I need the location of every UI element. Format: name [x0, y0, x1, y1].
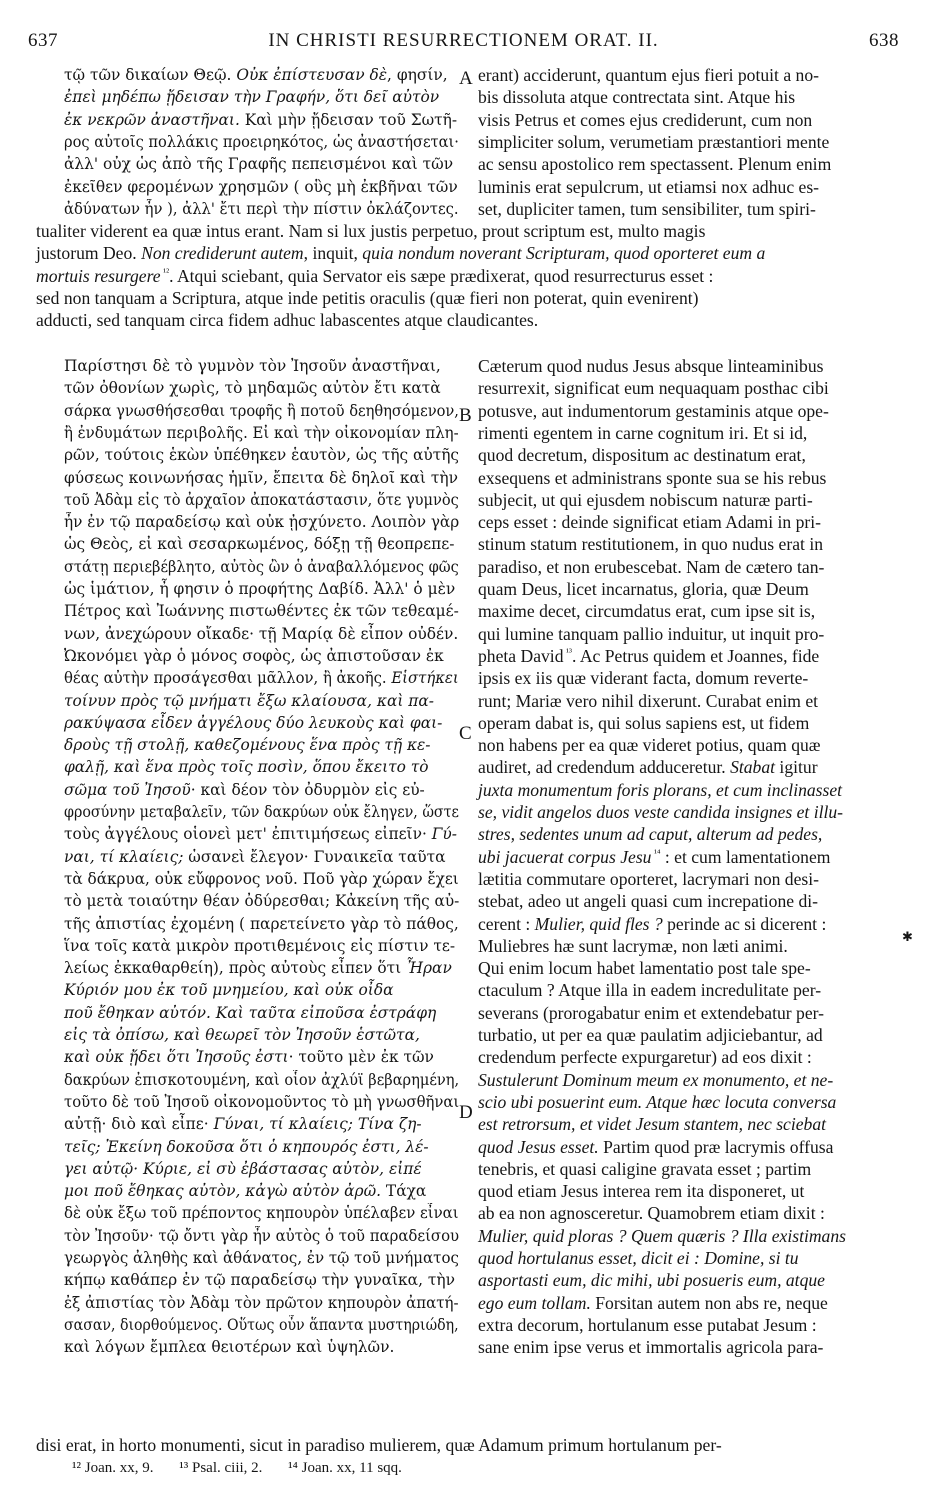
latin-text-line: quod etiam Jesus interea rem ita disponeret, ut: [478, 1181, 805, 1202]
page-number-right: 638: [869, 30, 899, 51]
greek-text-line: γει αὐτῷ· Κύριε, εἰ σὺ ἐβάστασας αὐτὸν, εἰπέ: [64, 1159, 422, 1178]
latin-text-line: potusve, aut indumentorum gestaminis atque ope-: [478, 400, 829, 421]
latin-text-line: tenebris, et quasi caligine gravata esset ; partim: [478, 1158, 812, 1179]
section-marker-a: A: [459, 68, 473, 89]
greek-text-line: ρος αὐτοῖς πολλάκις προειρηκότος, ὡς ἀναστήσεται·: [64, 132, 459, 151]
greek-text-line: ποῦ ἔθηκαν αὐτόν. Καὶ ταῦτα εἰποῦσα ἐστράφη: [64, 1003, 437, 1022]
greek-text-line: σῶμα τοῦ Ἰησοῦ· καὶ δέον τὸν ὀδυρμὸν εἰς εὐ-: [64, 780, 425, 799]
latin-text-line: paradiso, et non erubescebat. Nam de cætero tan-: [478, 556, 825, 577]
running-header: [28, 30, 899, 58]
section-marker-b: B: [459, 405, 472, 426]
greek-text-line: ἢ ἐνδυμάτων περιβολῆς. Εἰ καὶ τὴν οἰκονομίαν πλη-: [64, 423, 459, 442]
latin-text-line: stebat, adeo ut angeli quasi cum increpatione di-: [478, 891, 819, 912]
latin-text-line: ab ea non agnosceretur. Quamobrem etiam dixit :: [478, 1203, 825, 1224]
latin-text-line: severans (prorogabatur enim et extendebatur per-: [478, 1002, 824, 1023]
latin-text-line: pheta David $^{^{13}}$. Ac Petrus quidem et Joannes, fide: [478, 645, 820, 666]
greek-text-line: λείως ἐκκαθαρθείη), πρὸς αὐτοὺς εἶπεν ὅτι Ἦραν: [64, 959, 452, 978]
latin-text-line: qui lumine tanquam pallio induitur, ut inquit pro-: [478, 623, 825, 644]
latin-text-line: est retrorsum, et videt Jesum stantem, nec sciebat: [478, 1114, 827, 1135]
greek-text-line: κήπῳ καθάπερ ἐν τῷ παραδείσῳ τὴν γυναῖκα, τὴν: [64, 1271, 455, 1290]
greek-text-line: δακρύων ἐπισκοτουμένη, καὶ οἷον ἀχλύϊ βεβαρημένη,: [64, 1070, 460, 1089]
greek-text-line: ἀλλ' οὐχ ὡς ἀπὸ τῆς Γραφῆς πεπεισμένοι καὶ τῶν: [64, 155, 454, 174]
greek-text-line: φαλῇ, καὶ ἕνα πρὸς τοῖς ποσὶν, ὅπου ἔκειτο τὸ: [64, 758, 429, 777]
section-marker-d: D: [459, 1102, 473, 1123]
greek-text-line: ὡς Θεὸς, εἰ καὶ σεσαρκωμένος, δόξῃ τῇ θεοπρεπε-: [64, 535, 455, 554]
greek-text-line: σασαν, διορθούμενος. Οὕτως οὖν ἅπαντα μυστηριώδη,: [64, 1315, 459, 1334]
latin-text-line: non habens per ea quæ videret potius, quam quæ: [478, 735, 821, 756]
greek-text-line: Πέτρος καὶ Ἰωάννης πιστωθέντες ἐκ τῶν τεθεαμέ-: [64, 602, 459, 621]
latin-text-line: ceps esset : deinde significat etiam Adami in pri-: [478, 512, 821, 533]
greek-text-line: τοὺς ἀγγέλους οἱονεὶ μετ' ἐπιτιμήσεως εἰπεῖν· Γύ-: [64, 825, 457, 844]
greek-text-line: ἵνα τοῖς κατὰ μικρὸν προτιθεμένοις εἰς πίστιν τε-: [64, 936, 456, 955]
footnote-13: ¹³ Psal. ciii, 2.: [179, 1460, 263, 1476]
latin-text-line: extra decorum, hortulanum esse putabat Jesum :: [478, 1314, 817, 1335]
latin-text-line: Muliebres hæ sunt lacrymæ, non læti animi.: [478, 935, 788, 956]
greek-text-line: σάρκα γνωσθήσεσθαι τροφῆς ἢ ποτοῦ δεηθησόμενον,: [64, 401, 459, 420]
latin-text-line: exsequens et administrans sponte sua se his rebus: [478, 467, 827, 488]
latin-text-line: juxta monumentum foris plorans, et cum inclinasset: [478, 779, 843, 800]
latin-text-wide-line: justorum Deo. Non crediderunt autem, inquit, quia nondum noverant Scripturam, quod oporteret eum a: [36, 243, 766, 264]
greek-text-line: Ὠκονόμει γὰρ ὁ μόνος σοφὸς, ὡς ἀπιστοῦσαν ἐκ: [64, 646, 444, 665]
latin-text-line: turbatio, ut per ea quæ paulatim adjiciebantur, ad: [478, 1025, 823, 1045]
greek-text-line: τοίνυν πρὸς τῷ μνήματι ἔξω κλαίουσα, καὶ πα-: [64, 691, 434, 710]
greek-text-line: δὲ οὐκ ἔξω τοῦ πρέποντος κηπουρὸν ὑπέλαβεν εἶναι: [64, 1204, 459, 1223]
latin-text-line: resurrexit, significat eum nequaquam posthac cibi: [478, 378, 829, 399]
latin-text-line: ego eum tollam. Forsitan autem non abs re, neque: [478, 1292, 828, 1313]
footnote-14: ¹⁴ Joan. xx, 11 sqq.: [288, 1460, 402, 1476]
greek-text-line: ἀδύνατων ἦν ), ἀλλ' ἔτι περὶ τὴν πίστιν ὀκλάζοντες.: [64, 199, 459, 218]
greek-text-line: ἐκ νεκρῶν ἀναστῆναι. Καὶ μὴν ᾔδεισαν τοῦ Σωτῆ-: [64, 110, 458, 129]
greek-text-line: ἐπεὶ μηδέπω ᾔδεισαν τὴν Γραφήν, ὅτι δεῖ αὐτὸν: [64, 88, 440, 107]
latin-text-line: Sustulerunt Dominum meum ex monumento, et ne-: [478, 1069, 834, 1090]
latin-text-line: audiret, ad credendum adduceretur. Stabat igitur: [478, 757, 818, 778]
latin-text-wide-line: disi erat, in horto monumenti, sicut in paradiso mulierem, quæ Adamum primum hortulanum per-: [36, 1435, 722, 1455]
greek-text-line: τὸ μετὰ τοιαύτην θέαν ὀδύρεσθαι; Κἀκείνη τῆς αὐ-: [64, 892, 460, 911]
latin-text-line: ctaculum ? Atque illa in eadem incredulitate per-: [478, 980, 822, 1001]
latin-text-line: visis Petrus et comes ejus crediderunt, cum non: [478, 109, 813, 130]
greek-text-line: μοι ποῦ ἔθηκας αὐτὸν, κἀγὼ αὐτὸν ἀρῶ. Τάχα: [64, 1182, 427, 1201]
latin-text-wide-line: mortuis resurgere $^{^{12}}$. Atqui sciebant, quia Servator eis sæpe prædixerat, quod resurrecturus esset :: [36, 265, 714, 286]
latin-text-line: Mulier, quid ploras ? Quem quæris ? Illa existimans: [478, 1225, 846, 1246]
latin-text-line: asportasti eum, dic mihi, ubi posueris eum, atque: [478, 1270, 825, 1291]
latin-text-line: quod Jesus esset. Partim quod præ lacrymis offusa: [478, 1136, 834, 1157]
latin-text-line: Cæterum quod nudus Jesus absque linteaminibus: [478, 356, 824, 376]
footnote-12: ¹² Joan. xx, 9.: [72, 1460, 154, 1476]
latin-text-line: subjecit, ut qui ejusdem nobiscum naturæ parti-: [478, 489, 813, 510]
greek-text-line: θέας αὐτὴν προσάγεσθαι μᾶλλον, ἢ ἀκοῆς. Εἱστήκει: [64, 669, 459, 688]
latin-text-line: credendum perfecte expurgaretur) ad eos dixit :: [478, 1047, 812, 1068]
latin-text-line: stinum statum restitutionem, in quo nudus erat in: [478, 534, 824, 555]
greek-text-line: καὶ λόγων ἔμπλεα θειοτέρων καὶ ὑψηλῶν.: [64, 1338, 395, 1357]
greek-text-line: τοῦ Ἀδὰμ εἰς τὸ ἀρχαῖον ἀποκατάστασιν, ὅτε γυμνὸς: [64, 490, 459, 509]
latin-text-line: cerent : Mulier, quid fles ? perinde ac si dicerent :: [478, 913, 827, 934]
greek-text-line: αὐτῇ· διὸ καὶ εἶπε· Γύναι, τί κλαίεις; Τίνα ζη-: [64, 1115, 422, 1134]
latin-text-line: scio ubi posuerint eum. Atque hæc locuta conversa: [478, 1091, 837, 1112]
greek-text-line: τεῖς; Ἐκείνη δοκοῦσα ὅτι ὁ κηπουρός ἐστι, λέ-: [64, 1137, 429, 1156]
greek-text-line: τῆς ἀπιστίας ἐχομένη ( παρετείνετο γὰρ τὸ πάθος,: [64, 914, 459, 933]
latin-text-wide-line: adducti, sed tanquam circa fidem adhuc labascentes atque claudicantes.: [36, 310, 539, 331]
latin-text-line: ac sensu apostolico rem spectassent. Plenum enim: [478, 154, 832, 175]
latin-text-line: ubi jacuerat corpus Jesu $^{^{14}}$ : et cum lamentationem: [478, 846, 831, 867]
latin-text-line: bis dissoluta atque contrectata sint. Atque his: [478, 87, 796, 108]
latin-text-line: quod hortulanus esset, dicit ei : Domine, si tu: [478, 1248, 799, 1268]
latin-text-line: rimenti egentem in carne cognitum iri. Et si id,: [478, 422, 808, 443]
greek-text-line: εἰς τὰ ὀπίσω, καὶ θεωρεῖ τὸν Ἰησοῦν ἑστῶτα,: [64, 1026, 420, 1044]
greek-text-line: Κύριόν μου ἐκ τοῦ μνημείου, καὶ οὐκ οἶδα: [64, 981, 394, 1000]
greek-text-line: φύσεως κοινωνήσας ἡμῖν, ἔπειτα δὲ δηλοῖ καὶ τὴν: [64, 468, 458, 487]
latin-text-line: Qui enim locum habet lamentatio post tale spe-: [478, 958, 811, 979]
greek-text-line: τοῦτο δὲ τοῦ Ἰησοῦ οἰκονομοῦντος τὸ μὴ γνωσθῆναι: [64, 1092, 460, 1111]
greek-text-line: Παρίστησι δὲ τὸ γυμνὸν τὸν Ἰησοῦν ἀναστῆναι,: [64, 357, 441, 375]
latin-text-line: ipsis ex iis quæ viderant facta, domum reverte-: [478, 668, 809, 689]
footnotes: [72, 1458, 424, 1478]
latin-text-wide-line: sed non tanquam a Scriptura, atque inde petitis oraculis (quæ fieri non poterat, quin evenirent): [36, 287, 699, 308]
latin-text-line: luminis erat sepulcrum, ut etiamsi nox adhuc es-: [478, 176, 820, 197]
greek-text-line: ρῶν, τούτοις ἑκὼν ὑπέθηκεν ἑαυτὸν, ὡς τῆς αὐτῆς: [64, 446, 460, 465]
greek-text-line: ναι, τί κλαίεις; ὡσανεὶ ἔλεγον· Γυναικεῖα ταῦτα: [64, 847, 446, 866]
running-title: IN CHRISTI RESURRECTIONEM ORAT. II.: [268, 30, 659, 51]
latin-text-line: lætitia commutare oporteret, lacrymari non desi-: [478, 868, 820, 889]
greek-text-line: φροσύνην μεταβαλεῖν, τῶν δακρύων οὐκ ἔληγεν, ὥστε: [64, 803, 459, 821]
latin-text-line: stres, sedentes unum ad caput, alterum ad pedes,: [478, 824, 823, 845]
latin-text-line: simpliciter solum, verumetiam præstantiori mente: [478, 131, 830, 152]
section-marker-c: C: [459, 723, 472, 744]
greek-text-line: καὶ οὐκ ᾔδει ὅτι Ἰησοῦς ἐστι· τοῦτο μὲν ἐκ τῶν: [64, 1048, 434, 1067]
greek-text-line: δροὺς τῇ στολῇ, καθεζομένους ἕνα πρὸς τῇ κε-: [64, 736, 431, 755]
greek-text-line: ὡς ἱμάτιον, ἦ φησιν ὁ προφήτης Δαβίδ. Ἀλλ' ὁ μὲν: [64, 580, 456, 598]
greek-text-line: νων, ἀνεχώρουν οἴκαδε· τῇ Μαρίᾳ δὲ εἶπον οὐδέν.: [64, 624, 459, 643]
margin-asterisk: ✱: [902, 930, 913, 945]
latin-text-line: quam Deus, licet incarnatus, gloria, quæ Deum: [478, 579, 809, 599]
page-number-left: 637: [28, 30, 58, 51]
greek-text-line: ἐκεῖθεν φερομένων χρησμῶν ( οὓς μὴ ἐκβῆναι τῶν: [64, 177, 458, 196]
greek-text-line: ἦν ἐν τῷ παραδείσῳ καὶ οὐκ ᾐσχύνετο. Λοιπὸν γὰρ: [64, 513, 460, 532]
greek-text-line: γεωργὸς ἀληθὴς καὶ ἀθάνατος, ἐν τῷ τοῦ μνήματος: [64, 1249, 459, 1267]
greek-text-line: στάτῃ περιεβέβλητο, αὐτὸς ὢν ὁ ἀναβαλλόμενος φῶς: [64, 557, 459, 576]
latin-text-line: se, vidit angelos duos veste candida insignes et illu-: [478, 802, 844, 822]
latin-text-wide-line: tualiter viderent ea quæ intus erant. Nam si lux justis perpetuo, prout scriptum est, multo magis: [36, 221, 706, 241]
latin-text-line: operam dabat is, qui solus sapiens est, ut fidem: [478, 712, 810, 733]
latin-text-line: maxime decet, circumdatus erat, cum ipse sit is,: [478, 601, 816, 622]
greek-text-line: τῷ τῶν δικαίων Θεῷ. Οὐκ ἐπίστευσαν δὲ, φησίν,: [64, 66, 448, 84]
latin-text-line: sane enim ipse verus et immortalis agricola para-: [478, 1337, 824, 1358]
greek-text-line: τῶν ὀθονίων χωρὶς, τὸ μηδαμῶς αὐτὸν ἔτι κατὰ: [64, 379, 441, 398]
latin-text-line: set, dupliciter tamen, tum sensibiliter, tum spiri-: [478, 198, 816, 219]
latin-text-line: erant) acciderunt, quantum ejus fieri potuit a no-: [478, 65, 819, 85]
greek-text-line: ἐξ ἀπιστίας τὸν Ἀδὰμ τὸν πρῶτον κηπουρὸν ἀπατή-: [64, 1293, 459, 1312]
latin-text-line: quod decretum, dispositum ac destinatum erat,: [478, 445, 806, 466]
greek-text-line: τὸν Ἰησοῦν· τῷ ὄντι γὰρ ἦν αὐτὸς ὁ τοῦ παραδείσου: [64, 1226, 460, 1245]
greek-text-line: ρακύψασα εἶδεν ἀγγέλους δύο λευκοὺς καὶ φαι-: [64, 713, 443, 732]
greek-text-line: τὰ δάκρυα, οὐκ εὔφρονος νοῦ. Ποῦ γὰρ χώραν ἔχει: [64, 869, 459, 888]
latin-text-line: runt; Mariæ vero nihil dixerunt. Curabat enim et: [478, 690, 819, 711]
